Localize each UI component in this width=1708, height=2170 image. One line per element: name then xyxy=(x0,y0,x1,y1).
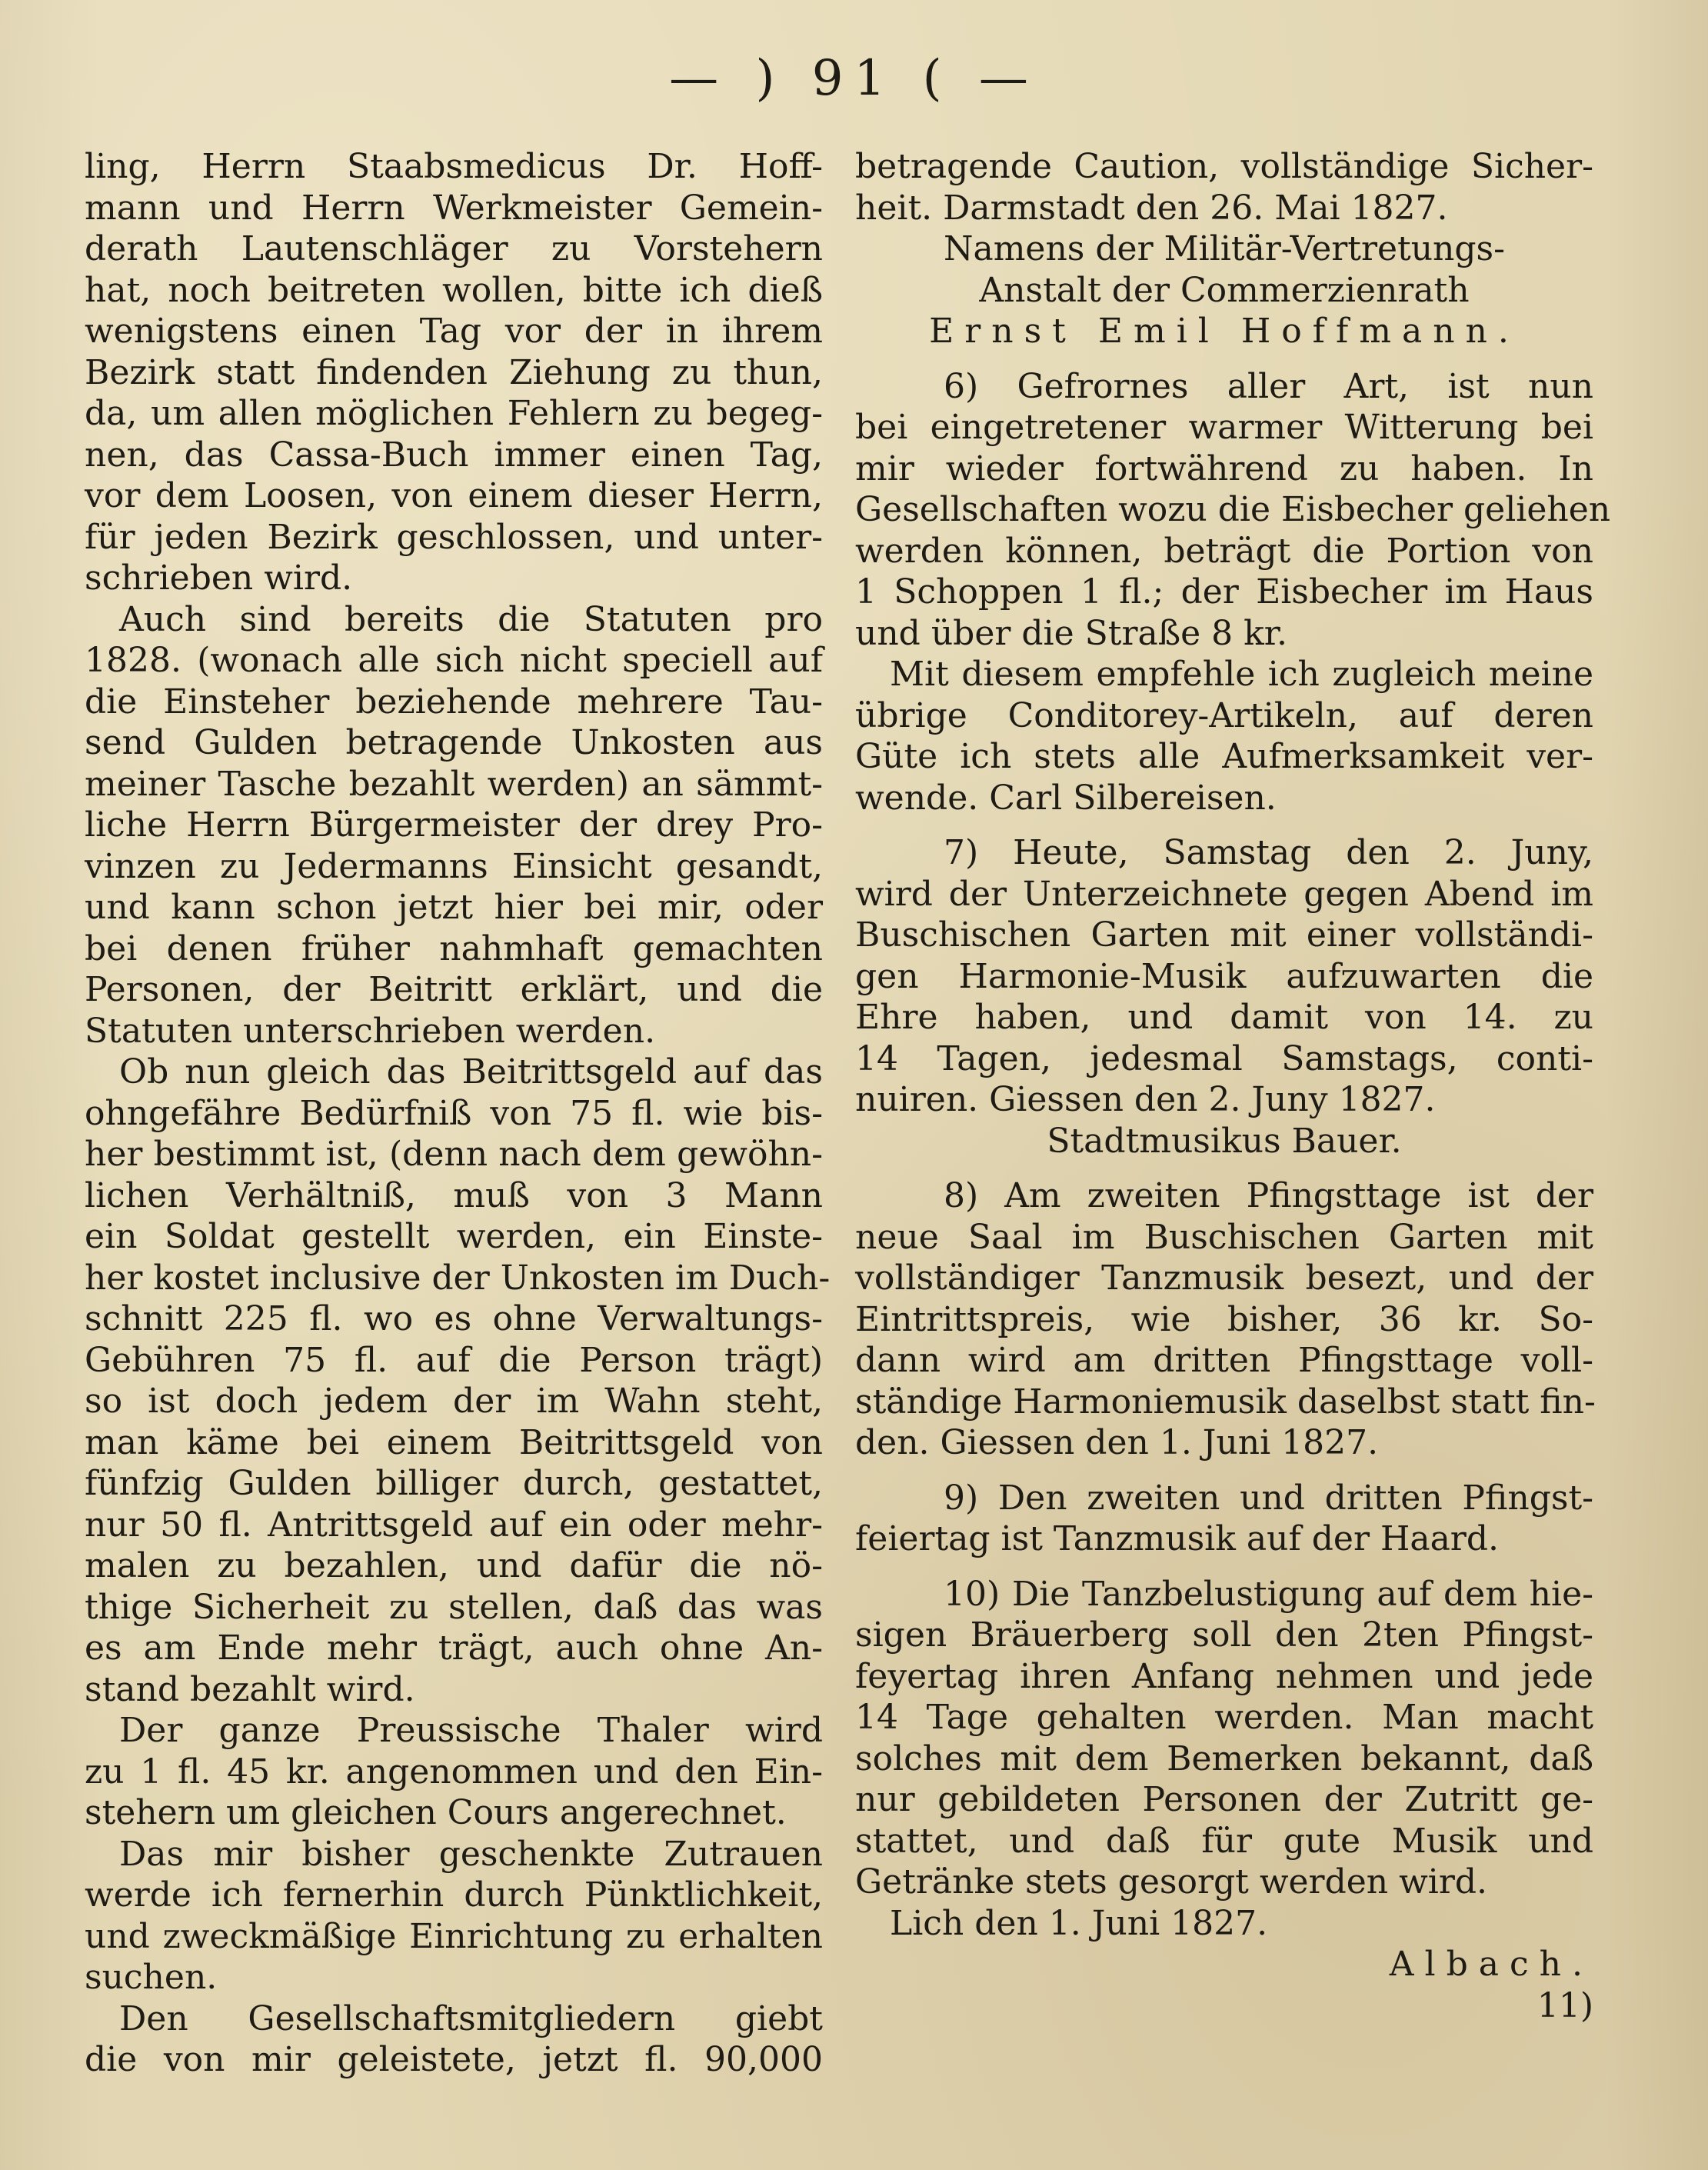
text-line: derath Lautenschläger zu Vorstehern xyxy=(85,229,823,268)
text-line: send Gulden betragende Unkosten aus xyxy=(85,723,823,762)
text-line: feyertag ihren Anfang nehmen und jede xyxy=(855,1656,1593,1696)
text-line: 8) Am zweiten Pfingsttage ist der xyxy=(944,1176,1593,1215)
text-line: suchen. xyxy=(85,1958,218,1997)
block-gap xyxy=(855,352,1593,366)
block-gap xyxy=(855,1162,1593,1175)
text-line: hat, noch beitreten wollen, bitte ich dieß xyxy=(85,270,823,310)
text-line: her bestimmt ist, (denn nach dem gewöhn- xyxy=(85,1135,823,1174)
text-line: man käme bei einem Beitrittsgeld von xyxy=(85,1422,823,1462)
text-line: wird der Unterzeichnete gegen Abend im xyxy=(855,874,1593,914)
text-line: werde ich fernerhin durch Pünktlichkeit, xyxy=(85,1875,823,1915)
text-line: nen, das Cassa-Buch immer einen Tag, xyxy=(85,435,823,475)
notice-block xyxy=(855,366,1611,819)
text-line: vor dem Loosen, von einem dieser Herrn, xyxy=(85,476,823,515)
text-line: wende. Carl Silbereisen. xyxy=(855,778,1277,818)
text-line: 10) Die Tanzbelustigung auf dem hie- xyxy=(944,1574,1593,1614)
text-line: betragende Caution, vollständige Sicher- xyxy=(855,147,1593,186)
text-line: nur 50 fl. Antrittsgeld auf ein oder mehr- xyxy=(85,1505,823,1545)
text-line: Den Gesellschaftsmitgliedern giebt xyxy=(119,1998,823,2038)
notice-block xyxy=(855,832,1593,1162)
text-line: bei eingetretener warmer Witterung bei xyxy=(855,408,1593,447)
text-line: Namens der Militär-Vertretungs- xyxy=(943,229,1506,268)
text-line: Güte ich stets alle Aufmerksamkeit ver- xyxy=(855,737,1593,776)
text-line: Stadtmusikus Bauer. xyxy=(1047,1121,1402,1161)
text-line: für jeden Bezirk geschlossen, und unter- xyxy=(85,517,823,557)
text-line: Bezirk statt findenden Ziehung zu thun, xyxy=(85,352,823,392)
block-gap xyxy=(855,818,1593,832)
text-line: 1828. (wonach alle sich nicht speciell auf xyxy=(85,641,823,680)
text-line: vollständiger Tanzmusik besezt, und der xyxy=(855,1258,1593,1298)
text-line: liche Herrn Bürgermeister der drey Pro- xyxy=(85,805,823,845)
text-line: Statuten unterschrieben werden. xyxy=(85,1011,656,1051)
text-line: zu 1 fl. 45 kr. angenommen und den Ein- xyxy=(85,1752,823,1792)
text-line: den. Giessen den 1. Juni 1827. xyxy=(855,1423,1379,1462)
text-line: Personen, der Beitritt erklärt, und die xyxy=(85,970,823,1009)
text-line: Lich den 1. Juni 1827. xyxy=(890,1903,1268,1943)
text-line: Auch sind bereits die Statuten pro xyxy=(119,599,823,639)
text-line: schnitt 225 fl. wo es ohne Verwaltungs- xyxy=(85,1299,823,1338)
text-line: meiner Tasche bezahlt werden) an sämmt- xyxy=(85,764,823,804)
text-line: Eintrittspreis, wie bisher, 36 kr. So- xyxy=(855,1299,1593,1339)
text-line: die von mir geleistete, jetzt fl. 90,000 xyxy=(85,2040,823,2079)
text-line: malen zu bezahlen, und dafür die nö- xyxy=(85,1546,823,1585)
text-line: nuiren. Giessen den 2. Juny 1827. xyxy=(855,1080,1436,1119)
text-line: 6) Gefrornes aller Art, ist nun xyxy=(944,366,1593,406)
text-line: stehern um gleichen Cours angerechnet. xyxy=(85,1793,787,1832)
text-line: stattet, und daß für gute Musik und xyxy=(855,1821,1593,1861)
notice-block xyxy=(855,1478,1593,1560)
notice-block xyxy=(855,146,1593,352)
text-line: neue Saal im Buschischen Garten mit xyxy=(855,1217,1593,1257)
text-line: Gesellschaften wozu die Eisbecher geliehen xyxy=(855,490,1611,529)
text-line: feiertag ist Tanzmusik auf der Haard. xyxy=(855,1519,1499,1558)
text-line: wenigstens einen Tag vor der in ihrem xyxy=(85,312,823,351)
text-line: Buschischen Garten mit einer vollständi- xyxy=(855,915,1593,955)
block-gap xyxy=(855,1560,1593,1574)
text-line: Albach. xyxy=(1389,1945,1593,1984)
text-line: Ehre haben, und damit von 14. zu xyxy=(855,998,1593,1037)
text-line: Das mir bisher geschenkte Zutrauen xyxy=(119,1834,823,1874)
right-column xyxy=(855,146,1611,2026)
text-line: stand bezahlt wird. xyxy=(85,1669,415,1709)
text-line: ohngefähre Bedürfniß von 75 fl. wie bis- xyxy=(85,1093,823,1133)
text-line: und kann schon jetzt hier bei mir, oder xyxy=(85,888,823,927)
text-line: Anstalt der Commerzienrath xyxy=(979,270,1470,310)
text-line: vinzen zu Jedermanns Einsicht gesandt, xyxy=(85,846,823,886)
notice-block xyxy=(855,1175,1596,1464)
text-line: so ist doch jedem der im Wahn steht, xyxy=(85,1382,823,1421)
block-gap xyxy=(855,1464,1593,1478)
text-line: und über die Straße 8 kr. xyxy=(855,613,1287,653)
text-line: da, um allen möglichen Fehlern zu begeg- xyxy=(85,394,823,433)
text-line: 9) Den zweiten und dritten Pfingst- xyxy=(944,1478,1593,1518)
text-line: Gebühren 75 fl. auf die Person trägt) xyxy=(85,1340,823,1380)
text-line: bei denen früher nahmhaft gemachten xyxy=(85,928,823,968)
text-line: dann wird am dritten Pfingsttage voll- xyxy=(855,1341,1593,1380)
text-line: gen Harmonie-Musik aufzuwarten die xyxy=(855,956,1593,996)
text-line: 7) Heute, Samstag den 2. Juny, xyxy=(944,833,1593,872)
text-line: Ob nun gleich das Beitrittsgeld auf das xyxy=(119,1052,823,1092)
text-line: es am Ende mehr trägt, auch ohne An- xyxy=(85,1628,823,1668)
text-line: ein Soldat gestellt werden, ein Einste- xyxy=(85,1217,823,1256)
text-line: fünfzig Gulden billiger durch, gestattet, xyxy=(85,1464,823,1503)
text-line: heit. Darmstadt den 26. Mai 1827. xyxy=(855,188,1448,228)
text-line: thige Sicherheit zu stellen, daß das was xyxy=(85,1587,823,1627)
text-line: und zweckmäßige Einrichtung zu erhalten xyxy=(85,1916,823,1956)
text-line: 14 Tage gehalten werden. Man macht xyxy=(855,1698,1593,1737)
text-line: 14 Tagen, jedesmal Samstags, conti- xyxy=(855,1038,1593,1078)
text-line: Der ganze Preussische Thaler wird xyxy=(119,1711,823,1750)
text-line: übrige Conditorey-Artikeln, auf deren xyxy=(855,695,1593,735)
text-line: nur gebildeten Personen der Zutritt ge- xyxy=(855,1780,1593,1819)
text-line: werden können, beträgt die Portion von xyxy=(855,531,1593,571)
page-number: — ) 91 ( — xyxy=(669,50,1039,107)
left-column xyxy=(85,146,831,2081)
text-line: schrieben wird. xyxy=(85,558,353,598)
text-line: mir wieder fortwährend zu haben. In xyxy=(855,448,1593,488)
text-line: 1 Schoppen 1 fl.; der Eisbecher im Haus xyxy=(855,572,1593,612)
text-line: Getränke stets gesorgt werden wird. xyxy=(855,1862,1488,1902)
text-line: her kostet inclusive der Unkosten im Duch- xyxy=(85,1258,831,1298)
notice-block xyxy=(855,1574,1593,2027)
text-line: Ernst Emil Hoffmann. xyxy=(929,312,1520,351)
text-line: ständige Harmoniemusik daselbst statt fin- xyxy=(855,1382,1596,1422)
text-line: Mit diesem empfehle ich zugleich meine xyxy=(890,655,1593,694)
text-line: 11) xyxy=(1537,1985,1593,2025)
text-line: die Einsteher beziehende mehrere Tau- xyxy=(85,682,823,722)
text-line: mann und Herrn Werkmeister Gemein- xyxy=(85,188,823,228)
text-line: ling, Herrn Staabsmedicus Dr. Hoff- xyxy=(85,147,823,186)
text-line: lichen Verhältniß, muß von 3 Mann xyxy=(85,1175,823,1215)
text-line: solches mit dem Bemerken bekannt, daß xyxy=(855,1738,1593,1778)
text-line: sigen Bräuerberg soll den 2ten Pfingst- xyxy=(855,1615,1593,1655)
